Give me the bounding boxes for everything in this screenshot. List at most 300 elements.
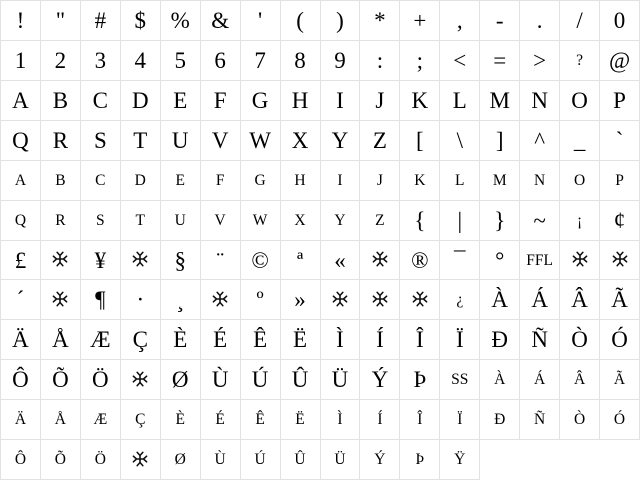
glyph-cell[interactable] — [440, 1, 480, 41]
glyph-cell[interactable] — [400, 41, 440, 81]
glyph-char: È — [175, 411, 185, 429]
glyph-char: Õ — [54, 451, 66, 469]
glyph-cell[interactable] — [560, 360, 600, 400]
glyph-char: @ — [608, 47, 631, 73]
glyph-char: Ù — [214, 451, 226, 469]
glyph-char: I — [337, 171, 343, 189]
glyph-cell[interactable] — [600, 400, 640, 440]
glyph-cell[interactable] — [321, 400, 361, 440]
glyph-cell[interactable] — [560, 280, 600, 320]
glyph-cell[interactable] — [241, 201, 281, 241]
glyph-cell[interactable] — [321, 121, 361, 161]
glyph-cell[interactable] — [1, 280, 41, 320]
missing-glyph-cell[interactable] — [321, 280, 361, 320]
glyph-char: Æ — [93, 411, 108, 429]
glyph-cell[interactable] — [360, 201, 400, 241]
glyph-cell[interactable] — [400, 360, 440, 400]
glyph-cell[interactable] — [241, 161, 281, 201]
glyph-cell[interactable] — [480, 81, 520, 121]
glyph-cell[interactable] — [281, 400, 321, 440]
glyph-char: R — [55, 211, 66, 229]
glyph-cell[interactable] — [41, 201, 81, 241]
glyph-char: Ä — [14, 411, 27, 429]
glyph-char: Ô — [12, 367, 29, 393]
glyph-char: # — [94, 8, 107, 33]
glyph-cell[interactable] — [440, 440, 480, 480]
glyph-cell[interactable] — [281, 161, 321, 201]
glyph-char: H — [294, 171, 306, 189]
glyph-cell[interactable] — [201, 440, 241, 480]
glyph-cell[interactable] — [440, 400, 480, 440]
glyph-char: Ó — [611, 327, 628, 353]
glyph-char: % — [170, 8, 190, 33]
glyph-cell[interactable] — [1, 161, 41, 201]
glyph-char: _ — [573, 127, 586, 153]
glyph-cell[interactable] — [161, 280, 201, 320]
glyph-char: 4 — [134, 47, 147, 73]
glyph-char: Þ — [413, 367, 427, 393]
glyph-cell[interactable] — [41, 41, 81, 81]
notdef-cross-icon — [51, 290, 69, 308]
glyph-char: Í — [377, 411, 383, 429]
glyph-char: B — [52, 87, 69, 113]
glyph-cell[interactable] — [201, 241, 241, 281]
glyph-cell[interactable] — [201, 121, 241, 161]
glyph-char: º — [256, 287, 264, 313]
glyph-char: Ò — [573, 411, 586, 429]
glyph-cell[interactable] — [41, 81, 81, 121]
glyph-char: Ø — [171, 367, 189, 393]
glyph-char: U — [171, 127, 189, 153]
glyph-cell[interactable] — [241, 241, 281, 281]
glyph-cell[interactable] — [321, 161, 361, 201]
glyph-cell[interactable] — [600, 81, 640, 121]
glyph-cell[interactable] — [480, 241, 520, 281]
missing-glyph-cell[interactable] — [360, 280, 400, 320]
glyph-char: N — [534, 171, 546, 189]
glyph-char: Æ — [90, 327, 111, 353]
glyph-cell[interactable] — [81, 280, 121, 320]
glyph-char: Ý — [371, 367, 389, 393]
glyph-cell[interactable] — [81, 1, 121, 41]
glyph-char: ; — [416, 47, 424, 73]
glyph-char: D — [134, 171, 146, 189]
glyph-char: À — [494, 371, 506, 389]
glyph-cell[interactable] — [281, 1, 321, 41]
glyph-cell[interactable] — [400, 1, 440, 41]
glyph-cell[interactable] — [1, 440, 41, 480]
glyph-cell[interactable] — [480, 400, 520, 440]
glyph-char: V — [211, 127, 229, 153]
glyph-char: 3 — [94, 47, 107, 73]
missing-glyph-cell[interactable] — [400, 280, 440, 320]
glyph-cell[interactable] — [41, 1, 81, 41]
glyph-char: * — [374, 8, 386, 33]
glyph-char: G — [251, 87, 269, 113]
glyph-char: Á — [534, 371, 546, 389]
glyph-cell[interactable] — [201, 400, 241, 440]
glyph-cell[interactable] — [41, 121, 81, 161]
glyph-cell[interactable] — [281, 440, 321, 480]
glyph-char: Î — [416, 327, 424, 353]
glyph-cell[interactable] — [161, 360, 201, 400]
glyph-cell[interactable] — [81, 41, 121, 81]
glyph-char: L — [452, 87, 467, 113]
glyph-cell[interactable] — [41, 320, 81, 360]
glyph-cell[interactable] — [241, 400, 281, 440]
glyph-cell[interactable] — [360, 360, 400, 400]
glyph-cell[interactable] — [1, 121, 41, 161]
glyph-cell[interactable] — [520, 201, 560, 241]
glyph-cell[interactable] — [81, 320, 121, 360]
glyph-cell[interactable] — [201, 41, 241, 81]
glyph-cell[interactable] — [480, 320, 520, 360]
glyph-cell[interactable] — [400, 241, 440, 281]
glyph-char: | — [457, 207, 463, 233]
glyph-cell[interactable] — [121, 1, 161, 41]
glyph-char: M — [492, 171, 507, 189]
glyph-char: 9 — [334, 47, 346, 73]
glyph-cell[interactable] — [161, 440, 201, 480]
glyph-char: S — [96, 211, 105, 229]
missing-glyph-cell[interactable] — [560, 241, 600, 281]
glyph-cell[interactable] — [281, 201, 321, 241]
glyph-char: S — [93, 127, 107, 153]
glyph-char: X — [294, 211, 306, 229]
glyph-cell[interactable] — [360, 320, 400, 360]
glyph-cell[interactable] — [201, 320, 241, 360]
glyph-char: 2 — [54, 47, 67, 73]
glyph-char: Ö — [92, 367, 109, 393]
glyph-cell[interactable] — [241, 1, 281, 41]
glyph-char: O — [573, 171, 586, 189]
glyph-char: ? — [576, 51, 584, 69]
glyph-cell[interactable] — [161, 241, 201, 281]
glyph-cell[interactable] — [360, 1, 400, 41]
glyph-cell[interactable] — [281, 280, 321, 320]
glyph-cell[interactable] — [400, 161, 440, 201]
glyph-cell[interactable] — [281, 41, 321, 81]
glyph-cell[interactable] — [161, 1, 201, 41]
glyph-char: Ç — [132, 327, 148, 353]
glyph-cell[interactable] — [41, 161, 81, 201]
glyph-cell[interactable] — [480, 1, 520, 41]
glyph-cell[interactable] — [1, 41, 41, 81]
glyph-char: " — [55, 8, 66, 33]
glyph-char: K — [414, 171, 426, 189]
glyph-cell[interactable] — [121, 121, 161, 161]
glyph-cell[interactable] — [520, 360, 560, 400]
glyph-cell[interactable] — [440, 41, 480, 81]
glyph-cell[interactable] — [480, 121, 520, 161]
glyph-cell[interactable] — [321, 241, 361, 281]
glyph-cell[interactable] — [600, 280, 640, 320]
glyph-char: T — [133, 127, 148, 153]
glyph-cell[interactable] — [400, 81, 440, 121]
glyph-cell[interactable] — [81, 241, 121, 281]
glyph-cell[interactable] — [400, 440, 440, 480]
glyph-char: , — [456, 8, 463, 33]
glyph-cell[interactable] — [161, 121, 201, 161]
glyph-char: É — [215, 411, 225, 429]
glyph-char: Ñ — [534, 411, 546, 429]
glyph-char: Y — [334, 211, 346, 229]
glyph-cell[interactable] — [161, 400, 201, 440]
glyph-cell[interactable] — [600, 360, 640, 400]
glyph-cell[interactable] — [560, 41, 600, 81]
glyph-cell[interactable] — [360, 121, 400, 161]
glyph-cell[interactable] — [360, 81, 400, 121]
missing-glyph-cell[interactable] — [600, 241, 640, 281]
glyph-cell[interactable] — [201, 201, 241, 241]
notdef-cross-icon — [611, 250, 629, 268]
glyph-cell[interactable] — [321, 81, 361, 121]
glyph-cell[interactable] — [440, 81, 480, 121]
glyph-char: P — [613, 87, 626, 113]
glyph-cell[interactable] — [440, 241, 480, 281]
glyph-cell[interactable] — [560, 320, 600, 360]
glyph-char: $ — [134, 8, 147, 33]
glyph-char: < — [453, 47, 467, 73]
glyph-cell[interactable] — [520, 1, 560, 41]
glyph-cell[interactable] — [121, 280, 161, 320]
glyph-cell[interactable] — [201, 161, 241, 201]
glyph-cell[interactable] — [241, 121, 281, 161]
glyph-cell[interactable] — [321, 440, 361, 480]
glyph-char: ¡ — [577, 211, 583, 229]
glyph-cell[interactable] — [241, 41, 281, 81]
glyph-cell[interactable] — [520, 121, 560, 161]
glyph-cell[interactable] — [1, 400, 41, 440]
glyph-cell[interactable] — [1, 320, 41, 360]
glyph-char: 1 — [14, 47, 27, 73]
glyph-cell[interactable] — [520, 320, 560, 360]
glyph-cell[interactable] — [440, 121, 480, 161]
glyph-cell[interactable] — [81, 81, 121, 121]
glyph-cell[interactable] — [440, 320, 480, 360]
glyph-cell[interactable] — [201, 1, 241, 41]
glyph-char: : — [376, 47, 384, 73]
glyph-char: E — [173, 87, 188, 113]
glyph-char: F — [215, 171, 225, 189]
glyph-cell[interactable] — [400, 400, 440, 440]
glyph-cell[interactable] — [1, 360, 41, 400]
glyph-cell[interactable] — [560, 1, 600, 41]
glyph-cell[interactable] — [520, 41, 560, 81]
glyph-cell[interactable] — [520, 280, 560, 320]
missing-glyph-cell[interactable] — [121, 360, 161, 400]
glyph-char: Ï — [455, 327, 464, 353]
glyph-cell[interactable] — [321, 1, 361, 41]
glyph-cell[interactable] — [41, 440, 81, 480]
glyph-cell[interactable] — [480, 280, 520, 320]
notdef-cross-icon — [131, 250, 149, 268]
glyph-cell[interactable] — [121, 161, 161, 201]
glyph-char: Ü — [334, 451, 346, 469]
glyph-cell[interactable] — [600, 41, 640, 81]
glyph-cell[interactable] — [520, 81, 560, 121]
glyph-cell[interactable] — [81, 121, 121, 161]
glyph-char: . — [536, 8, 543, 33]
glyph-cell[interactable] — [560, 121, 600, 161]
glyph-cell[interactable] — [121, 400, 161, 440]
glyph-cell[interactable] — [81, 360, 121, 400]
glyph-char: 7 — [254, 47, 266, 73]
notdef-cross-icon — [571, 250, 589, 268]
glyph-cell[interactable] — [41, 400, 81, 440]
glyph-cell[interactable] — [121, 81, 161, 121]
glyph-cell[interactable] — [600, 201, 640, 241]
glyph-char: Ó — [613, 411, 626, 429]
glyph-cell[interactable] — [440, 280, 480, 320]
glyph-char: [ — [416, 127, 424, 153]
glyph-cell[interactable] — [201, 81, 241, 121]
glyph-char: Â — [573, 371, 586, 389]
glyph-cell[interactable] — [281, 360, 321, 400]
glyph-cell[interactable] — [81, 161, 121, 201]
glyph-cell[interactable] — [360, 440, 400, 480]
glyph-cell[interactable] — [480, 41, 520, 81]
glyph-cell[interactable] — [600, 320, 640, 360]
glyph-cell[interactable] — [1, 81, 41, 121]
glyph-char: H — [291, 87, 309, 113]
glyph-char: Ü — [331, 367, 349, 393]
glyph-char: 0 — [613, 8, 626, 33]
missing-glyph-cell[interactable] — [41, 280, 81, 320]
glyph-char: « — [334, 247, 346, 273]
glyph-char: W — [249, 127, 271, 153]
glyph-char: Ÿ — [454, 451, 466, 469]
glyph-char: © — [251, 247, 269, 273]
glyph-char: ¨ — [216, 247, 224, 273]
glyph-cell[interactable] — [161, 81, 201, 121]
glyph-cell[interactable] — [81, 201, 121, 241]
glyph-char: Ö — [94, 451, 106, 469]
glyph-char: ¯ — [454, 247, 466, 273]
glyph-cell[interactable] — [440, 161, 480, 201]
notdef-cross-icon — [211, 290, 229, 308]
glyph-cell[interactable] — [480, 201, 520, 241]
glyph-char: ª — [296, 247, 304, 273]
missing-glyph-cell[interactable] — [360, 241, 400, 281]
glyph-char: X — [291, 127, 309, 153]
glyph-cell[interactable] — [1, 241, 41, 281]
glyph-char: Ý — [374, 451, 386, 469]
glyph-char: Ù — [211, 367, 229, 393]
glyph-char: Å — [52, 327, 69, 353]
glyph-cell[interactable] — [400, 121, 440, 161]
glyph-char: B — [55, 171, 66, 189]
glyph-cell[interactable] — [41, 360, 81, 400]
glyph-cell[interactable] — [520, 400, 560, 440]
glyph-cell[interactable] — [241, 81, 281, 121]
glyph-char: Ä — [12, 327, 29, 353]
glyph-char: 8 — [294, 47, 306, 73]
glyph-char: Ð — [491, 327, 509, 353]
glyph-char: Ì — [336, 327, 344, 353]
glyph-char: L — [455, 171, 465, 189]
glyph-cell[interactable] — [600, 1, 640, 41]
glyph-cell[interactable] — [600, 161, 640, 201]
glyph-cell[interactable] — [360, 161, 400, 201]
glyph-cell[interactable] — [520, 241, 560, 281]
glyph-cell[interactable] — [440, 360, 480, 400]
glyph-char: { — [414, 207, 426, 233]
missing-glyph-cell[interactable] — [41, 241, 81, 281]
glyph-cell[interactable] — [121, 41, 161, 81]
glyph-cell[interactable] — [480, 360, 520, 400]
glyph-cell[interactable] — [281, 121, 321, 161]
glyph-char: 6 — [214, 47, 226, 73]
glyph-cell[interactable] — [161, 41, 201, 81]
glyph-cell[interactable] — [1, 201, 41, 241]
notdef-cross-icon — [371, 250, 389, 268]
glyph-cell[interactable] — [81, 400, 121, 440]
glyph-char: § — [174, 247, 186, 273]
empty-area — [480, 440, 640, 480]
glyph-char: = — [493, 47, 507, 73]
glyph-cell[interactable] — [400, 201, 440, 241]
missing-glyph-cell[interactable] — [201, 280, 241, 320]
glyph-char: Û — [291, 367, 309, 393]
glyph-cell[interactable] — [321, 201, 361, 241]
glyph-cell[interactable] — [321, 41, 361, 81]
glyph-cell[interactable] — [121, 320, 161, 360]
glyph-cell[interactable] — [281, 241, 321, 281]
glyph-cell[interactable] — [201, 360, 241, 400]
glyph-char: ' — [258, 8, 263, 33]
glyph-cell[interactable] — [520, 161, 560, 201]
glyph-cell[interactable] — [281, 320, 321, 360]
glyph-cell[interactable] — [360, 400, 400, 440]
glyph-cell[interactable] — [600, 121, 640, 161]
missing-glyph-cell[interactable] — [121, 440, 161, 480]
glyph-cell[interactable] — [161, 161, 201, 201]
glyph-char: D — [131, 87, 149, 113]
glyph-char: ¢ — [613, 207, 626, 233]
glyph-cell[interactable] — [241, 360, 281, 400]
glyph-cell[interactable] — [161, 320, 201, 360]
glyph-cell[interactable] — [241, 440, 281, 480]
glyph-char: Ã — [611, 287, 628, 313]
glyph-char: » — [294, 287, 306, 313]
glyph-cell[interactable] — [121, 201, 161, 241]
glyph-cell[interactable] — [241, 320, 281, 360]
glyph-cell[interactable] — [560, 201, 600, 241]
glyph-cell[interactable] — [321, 320, 361, 360]
glyph-cell[interactable] — [281, 81, 321, 121]
glyph-char: Í — [376, 327, 384, 353]
glyph-cell[interactable] — [81, 440, 121, 480]
glyph-cell[interactable] — [360, 41, 400, 81]
glyph-cell[interactable] — [321, 360, 361, 400]
glyph-cell[interactable] — [241, 280, 281, 320]
glyph-char: } — [494, 207, 506, 233]
glyph-char: ^ — [534, 127, 546, 153]
missing-glyph-cell[interactable] — [121, 241, 161, 281]
glyph-cell[interactable] — [161, 201, 201, 241]
glyph-cell[interactable] — [1, 1, 41, 41]
glyph-char: ¶ — [95, 287, 106, 313]
glyph-cell[interactable] — [560, 81, 600, 121]
glyph-cell[interactable] — [440, 201, 480, 241]
glyph-cell[interactable] — [480, 161, 520, 201]
glyph-cell[interactable] — [560, 161, 600, 201]
glyph-char: Z — [375, 211, 385, 229]
glyph-cell[interactable] — [560, 400, 600, 440]
glyph-char: £ — [14, 247, 27, 273]
glyph-cell[interactable] — [400, 320, 440, 360]
